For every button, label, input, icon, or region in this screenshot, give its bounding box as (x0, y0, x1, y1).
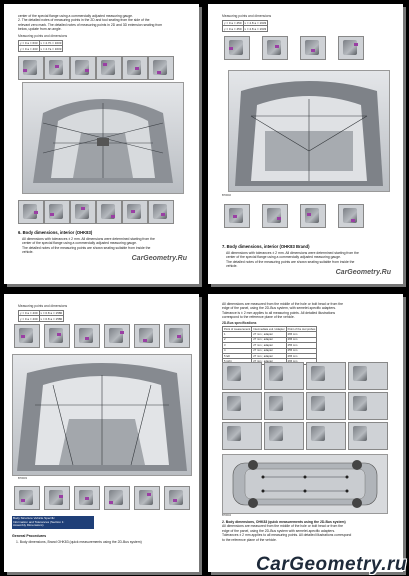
detail-photo (122, 56, 148, 80)
text-line: vehicle. (226, 264, 238, 269)
detail-photo (148, 200, 174, 224)
detail-photo (264, 392, 304, 420)
table-row (223, 26, 268, 31)
figure-code: B70004 (222, 514, 231, 517)
table-cell: 265 mm (286, 332, 317, 337)
detail-photo (300, 36, 326, 60)
intro-text (18, 14, 190, 32)
table-cell: y = 0 a = 430 (20, 316, 38, 321)
table-cell: 255 mm (286, 343, 317, 348)
table-cell: 27 mm ; adapter (252, 337, 286, 342)
body-cabin-photo (12, 354, 192, 476)
watermark-logo: CarGeometry.ru (256, 554, 407, 575)
detail-photo (44, 200, 70, 224)
table-cell: 27 mm ; adapter (252, 348, 286, 353)
table-cell: x = 0.8 a = 1580 (40, 316, 63, 321)
table-row (19, 311, 64, 316)
detail-photo (104, 486, 130, 510)
section-heading: Measuring points and dimensions (18, 304, 68, 308)
banner-line: Information and Tolerances (Section 1: (13, 519, 65, 524)
detail-photo (306, 422, 346, 450)
table-cell: 2 (223, 337, 252, 342)
table-cell: ; (252, 359, 286, 364)
text-line: The detailed notes of the measuring points are shown seating suitable from inside the (22, 245, 151, 250)
spec-table (222, 20, 268, 32)
detail-photo (74, 486, 100, 510)
detail-photo (104, 324, 130, 348)
detail-photo (70, 200, 96, 224)
detail-photo (264, 362, 304, 390)
text-line: 2. The detailed notes of measuring points in the 2D and tool seating from the side of the (18, 18, 150, 23)
document-page-2 (208, 4, 403, 284)
text-line: correspond to the reference plane of the vehicle. (222, 315, 295, 320)
detail-photo (164, 486, 190, 510)
table-cell: 3 (223, 343, 252, 348)
column-header: Point of the tool probes (287, 327, 316, 331)
detail-photo (44, 56, 70, 80)
detail-photo (18, 56, 44, 80)
table-cell: y = 0 a = 450 (224, 26, 242, 31)
document-page-3 (4, 294, 199, 572)
section-banner (12, 516, 94, 529)
detail-photo (348, 422, 388, 450)
intro-text (222, 302, 394, 320)
table-cell: 265 mm (286, 337, 317, 342)
detail-photo (164, 324, 190, 348)
text-line: to the reference plane of the vehicle. (222, 537, 277, 542)
detail-photo (44, 486, 70, 510)
table-row (223, 21, 268, 26)
detail-photo (338, 204, 364, 228)
section-title: 7. Body dimensions, interior (OHK83 Brand) (222, 244, 310, 249)
detail-photo (134, 486, 160, 510)
column-header: Intermediate exit / Adapter (253, 327, 285, 331)
text-line: All dimensions with tolerances ± 2 mm. All dimensions were determined starting from the (22, 237, 155, 241)
table-cell: 265 mm (286, 353, 317, 358)
detail-photo (338, 36, 364, 60)
detail-photo (44, 324, 70, 348)
watermark: CarGeometry.Ru (335, 269, 391, 276)
table-cell: y = 0 a = 430 (20, 311, 38, 316)
detail-photo (70, 56, 96, 80)
underbody-diagram (222, 454, 388, 514)
text-line: 2. Body dimensions, OHK83 (quick measurements using the 2D-Bus system) (222, 520, 346, 524)
table-cell: y = 0 a = 433 (20, 46, 38, 51)
spec-table (18, 40, 63, 52)
table-cell: x = 4.8 a = 1633 (244, 26, 267, 31)
text-line: All dimensions are measured from the middle of the hole or bolt head or from the (222, 302, 343, 306)
detail-photo (224, 36, 250, 60)
detail-photo (148, 56, 174, 80)
text-line: All dimensions are measured from the middle of the hole or bolt head or from the (222, 524, 343, 529)
figure-code: B70002 (222, 194, 231, 197)
detail-photo (222, 362, 262, 390)
detail-photo (348, 362, 388, 390)
detail-photo (262, 204, 288, 228)
detail-photo (224, 204, 250, 228)
table-cell: x = 4.7a = 1633 (40, 46, 62, 51)
text-line: The detailed notes of the measuring points are shown seating suitable from inside the (226, 259, 355, 264)
banner-line: Assembly Dimensions) (13, 523, 44, 528)
table-cell: 27 mm ; adapter (252, 332, 286, 337)
table-cell: 27 mm ; adapter (252, 343, 286, 348)
text-line: edge of the panel, using the 2D-Bus system with semelet-specific adapters. (222, 528, 336, 533)
spec-table (18, 310, 64, 322)
document-page-4 (208, 294, 403, 572)
detail-photo (222, 392, 262, 420)
text-line: Tolerance is ± 2 mm applies to all measuring points. All detailed illustrations (222, 310, 336, 315)
detail-photo (18, 200, 44, 224)
text-line: edge of the panel, using the 2D-Bus system, with semelet-specific adapters. (222, 306, 337, 311)
table-row (19, 316, 64, 321)
detail-photo (222, 422, 262, 450)
tool-spec-table (222, 326, 317, 365)
detail-photo (74, 324, 100, 348)
detail-photo (300, 204, 326, 228)
detail-photo (306, 392, 346, 420)
text-line: vehicle. (22, 250, 34, 255)
text-line: center of the special flange using a commercially adjusted measuring gauge. (226, 255, 341, 260)
table-cell: y = 0 a = 450 (224, 21, 242, 26)
table-cell: x = 4.7b = 1633 (40, 41, 62, 46)
column-header: Point of measurement (224, 327, 251, 331)
text-line: below, update from an angle. (18, 27, 62, 32)
section-heading: Measuring points and dimensions (222, 14, 272, 18)
body-rear-photo (228, 70, 390, 192)
section-text (226, 251, 394, 269)
text-line: relevant zero mark. The detailed notes of measuring points in 2D and 3D extension seating from (18, 22, 163, 27)
section-heading: Measuring points and dimensions (18, 34, 68, 38)
watermark: CarGeometry.Ru (131, 255, 187, 262)
text-line: Tolerances ± 2 mm applies to all measuring points. All detailed illustrations correspond (222, 533, 352, 538)
detail-photo (14, 486, 40, 510)
table-title: 2D-Bus specifications (222, 321, 257, 325)
detail-photo (262, 36, 288, 60)
table-cell: x = 0.8 a = 1580 (40, 311, 63, 316)
table-row (19, 41, 63, 46)
section-text (22, 237, 190, 255)
table-row (19, 46, 63, 51)
detail-photo (14, 324, 40, 348)
detail-photo (264, 422, 304, 450)
detail-photo (348, 392, 388, 420)
table-cell: y = 0 a = 633 (20, 41, 38, 46)
detail-photo (96, 56, 122, 80)
body-interior-photo (22, 82, 184, 194)
detail-photo (122, 200, 148, 224)
detail-photo (134, 324, 160, 348)
section-text (222, 520, 394, 542)
section-text: 1. Body dimensions, Brand OHK83 (quick measurements using the 2D-Bus system) (16, 540, 142, 544)
table-cell: 255 mm (286, 348, 317, 353)
text-line: center of the special flange using a commercially adjusted measuring gauge. (22, 241, 137, 246)
banner-line: Body Structure Vehicle Specific (13, 516, 55, 520)
text-line: All dimensions with tolerances ± 2 mm. All dimensions were determined starting from the (226, 251, 359, 255)
section-title: 6. Body dimensions, interior (OHK83) (18, 230, 93, 235)
detail-photo (96, 200, 122, 224)
detail-photo (306, 362, 346, 390)
table-cell: 1 (223, 332, 252, 337)
table-cell: 4 (223, 348, 252, 353)
section-title: General Procedures (12, 534, 47, 538)
table-cell: x = 4.8 a = 1633 (244, 21, 267, 26)
figure-code: B70003 (18, 477, 27, 480)
table-cell: 27 mm ; adapter (252, 353, 286, 358)
text-line: center of the special flange using a commercially adjusted measuring gauge. (18, 14, 133, 18)
document-page-1 (4, 4, 199, 284)
table-cell: 5 left (223, 353, 252, 358)
